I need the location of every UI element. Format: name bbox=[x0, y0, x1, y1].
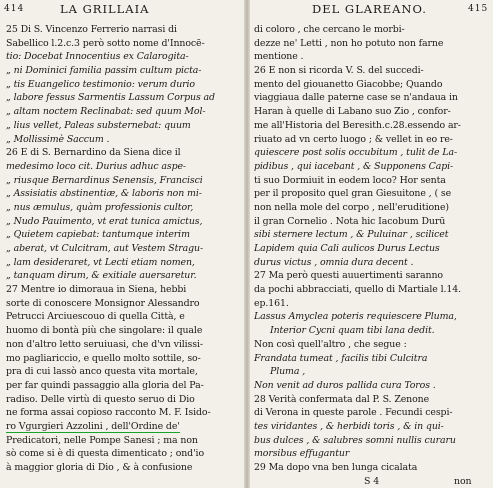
text-line: 28 Verità confermata dal P. S. Zenone bbox=[254, 393, 430, 405]
text-line: „ Nudo Pauimento, vt erat tunica amictus, bbox=[6, 215, 203, 227]
text-line: „ ni Dominici familia passim cultum picta- bbox=[6, 65, 202, 77]
text-line: dezze ne' Letti , non ho potuto non farne bbox=[254, 37, 444, 49]
text-line: ep.161. bbox=[254, 297, 289, 309]
text-line: quiescere post solis occubitum , tulit de La- bbox=[254, 147, 458, 159]
text-line: mo pagliariccio, e quello molto sottile, so- bbox=[6, 352, 201, 364]
text-line: sorte di conoscere Monsignor Alessandro bbox=[6, 297, 200, 309]
right-running-head: DEL GLAREANO. bbox=[312, 2, 427, 16]
text-line: „ riusque Bernardinus Senensis, Francisci bbox=[6, 174, 203, 186]
text-line: „ tis Euangelico testimonio: verum durio bbox=[6, 78, 195, 90]
text-line: di coloro , che cercano le morbi- bbox=[254, 24, 405, 35]
text-line: „ nus æmulus, quàm professionis cultor, bbox=[6, 201, 194, 213]
text-line: huomo di bontà più che singolare: il quale bbox=[6, 325, 203, 337]
text-line: non d'altro letto seruiuasi, che d'vn vilissi- bbox=[6, 338, 203, 350]
left-running-head: LA GRILLAIA bbox=[60, 2, 150, 16]
right-page bbox=[248, 0, 493, 488]
text-line: ro Vgurgieri Azzolini , dell'Ordine de' bbox=[6, 420, 180, 432]
signature-mark-text: S 4 bbox=[364, 475, 380, 487]
text-line: morsibus effugantur bbox=[254, 448, 350, 460]
text-line: radiso. Delle virtù di questo seruo di Dio bbox=[6, 393, 195, 405]
text-line: me all'Historia del Beresith.c.28.essendo ar- bbox=[254, 119, 461, 131]
text-line: „ Mollissimè Saccum . bbox=[6, 133, 110, 145]
text-line: Lapidem quia Cali aulicos Durus Lectus bbox=[254, 243, 440, 254]
text-line: tes viridantes , & herbidi toris , & in qui- bbox=[254, 420, 444, 432]
text-line: Sabellico l.2.c.3 però sotto nome d'Innocē- bbox=[6, 37, 205, 49]
text-line: Haran à quelle di Labano suo Zio , confor- bbox=[254, 106, 451, 118]
left-text-block bbox=[6, 23, 242, 475]
text-line: ti suo Dormiuit in eodem loco? Hor senta bbox=[254, 174, 446, 186]
text-line: „ altam noctem Reclinabat: sed quum Mol- bbox=[6, 106, 206, 118]
text-line: Petrucci Arciuescouo di quella Città, e bbox=[6, 311, 185, 323]
text-line: Non venit ad duros pallida cura Toros . bbox=[254, 379, 436, 391]
text-line: sò come si è di questa dimenticato ; ond'io bbox=[6, 448, 204, 460]
text-line: da pochi abbracciati, quello di Martiale l.14. bbox=[254, 284, 461, 296]
text-line: 26 E di S. Bernardino da Siena dice il bbox=[6, 147, 181, 159]
text-line: mento del giouanetto Giacobbe; Quando bbox=[254, 78, 443, 90]
text-line: pra di cui lassò anco questa vita mortale, bbox=[6, 366, 198, 378]
text-line: mentione . bbox=[254, 51, 304, 63]
highlighted-text-line bbox=[6, 406, 242, 420]
text-line: 25 Di S. Vincenzo Ferrerio narrasi di bbox=[6, 24, 177, 35]
text-line: viaggiaua dalle paterne case se n'andaua in bbox=[254, 92, 458, 104]
text-line: „ labore fessus Sarmentis Lassum Corpus ad bbox=[6, 92, 215, 104]
text-line: Lassus Amyclea poteris requiescere Pluma, bbox=[254, 311, 457, 323]
text-line: ne forma assai copioso racconto M. F. Isido- bbox=[6, 407, 211, 419]
text-line: „ Quietem capiebat: tantumque interim bbox=[6, 229, 190, 241]
text-line: medesimo loco cit. Durius adhuc aspe- bbox=[6, 160, 186, 172]
right-text-block bbox=[254, 23, 489, 488]
text-line: „ aberat, vt Culcitram, aut Vestem Stragu- bbox=[6, 243, 204, 254]
text-line: Frandata tumeat , facilis tibi Culcitra bbox=[254, 352, 428, 364]
text-line: non nella mole del corpo , nell'eruditione) bbox=[254, 201, 449, 213]
text-line: „ Assisiatis abstinentiæ, & laboris non mi- bbox=[6, 188, 202, 200]
text-line: pidibus , qui iacebant , & Supponens Capi- bbox=[254, 160, 454, 172]
text-line: bus dulces , & salubres somni nullis curaru bbox=[254, 434, 456, 446]
text-line: „ tanquam dirum, & exitiale auersaretur. bbox=[6, 270, 197, 282]
catchword: non bbox=[454, 475, 472, 487]
text-line: di Verona in queste parole . Fecundi cespi- bbox=[254, 407, 453, 419]
text-line: Interior Cycni quam tibi lana dedit. bbox=[270, 325, 435, 337]
text-line: il gran Cornelio . Nota hic Iacobum Durū bbox=[254, 215, 446, 227]
text-line: durus victus , omnia dura decent . bbox=[254, 256, 414, 268]
signature-mark bbox=[254, 475, 489, 488]
text-line: „ lius vellet, Paleas substernebat: quum bbox=[6, 119, 191, 131]
text-line: à maggior gloria di Dio , & à confusione bbox=[6, 462, 193, 473]
text-line: Non così quell'altro , che segue : bbox=[254, 338, 407, 350]
left-page bbox=[0, 0, 246, 488]
text-line: 29 Ma dopo vna ben lunga cicalata bbox=[254, 462, 418, 473]
text-line: 27 Mentre io dimoraua in Siena, hebbi bbox=[6, 284, 187, 296]
text-line: 26 E non si ricorda V. S. del succedi- bbox=[254, 65, 424, 77]
text-line: sibi sternere lectum , & Puluinar , scilicet bbox=[254, 229, 449, 241]
text-line: 27 Ma però questi auuertimenti saranno bbox=[254, 270, 443, 282]
left-page-number: 414 bbox=[4, 4, 25, 14]
text-line: tio: Docebat Innocentius ex Calarogita- bbox=[6, 51, 189, 63]
text-line: per il proposito quel gran Giesuitone , ( se bbox=[254, 188, 452, 200]
text-line: per far quindi passaggio alla gloria del Pa- bbox=[6, 379, 204, 391]
text-line: Pluma , bbox=[270, 366, 306, 378]
text-line: Predicatori, nelle Pompe Sanesi ; ma non bbox=[6, 434, 198, 446]
text-line: „ lam desideraret, vt Lecti etiam nomen, bbox=[6, 256, 195, 268]
right-page-number: 415 bbox=[468, 4, 489, 14]
text-line: riuato ad vn certo luogo ; & vellet in eo re- bbox=[254, 133, 453, 145]
highlighted-text-line bbox=[6, 420, 242, 434]
